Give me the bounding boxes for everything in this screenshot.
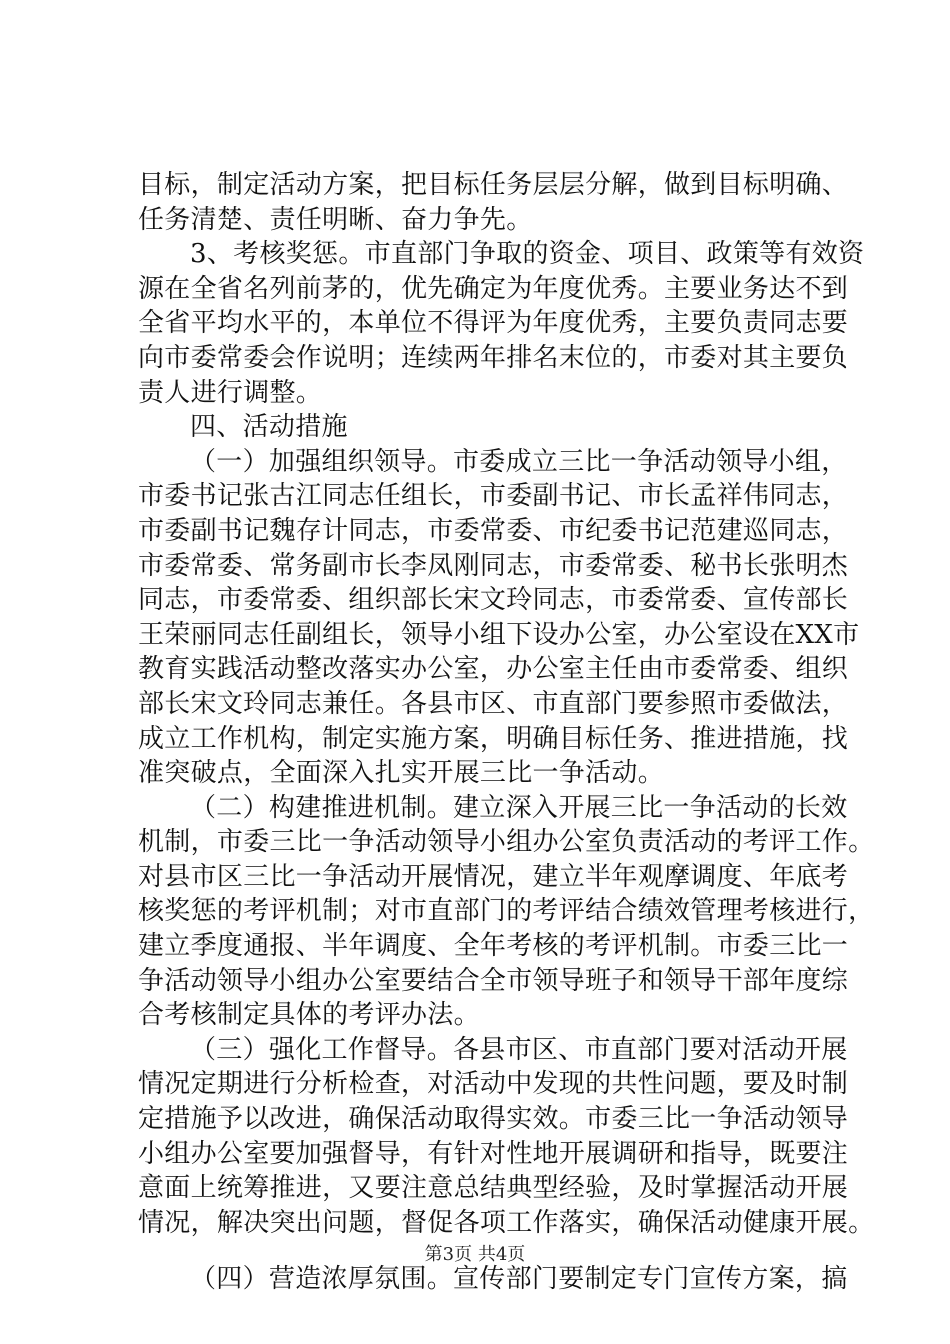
text-line: 部长宋文玲同志兼任。各县市区、市直部门要参照市委做法， bbox=[138, 688, 849, 719]
page-number: 第3页 共4页 bbox=[424, 1244, 526, 1265]
text-line: 准突破点，全面深入扎实开展三比一争活动。 bbox=[138, 758, 665, 789]
text-line: 市委常委、常务副市长李凤刚同志，市委常委、秘书长张明杰 bbox=[138, 550, 849, 581]
section-heading: 四、活动措施 bbox=[190, 412, 348, 443]
paragraph-start: （三）强化工作督导。各县市区、市直部门要对活动开展 bbox=[190, 1034, 848, 1065]
text-line: 合考核制定具体的考评办法。 bbox=[138, 1000, 480, 1031]
text-line: 成立工作机构，制定实施方案，明确目标任务、推进措施，找 bbox=[138, 723, 849, 754]
text-line: 同志，市委常委、组织部长宋文玲同志，市委常委、宣传部长 bbox=[138, 585, 849, 616]
text-line: 目标，制定活动方案，把目标任务层层分解，做到目标明确、 bbox=[138, 170, 849, 200]
text-line: 王荣丽同志任副组长，领导小组下设办公室，办公室设在XX市 bbox=[138, 619, 860, 650]
text-line: 小组办公室要加强督导，有针对性地开展调研和指导，既要注 bbox=[138, 1138, 849, 1169]
paragraph-start: （四）营造浓厚氛围。宣传部门要制定专门宣传方案，搞 bbox=[190, 1264, 848, 1295]
text-line: 市委副书记魏存计同志，市委常委、市纪委书记范建巡同志， bbox=[138, 515, 849, 546]
text-line: 全省平均水平的，本单位不得评为年度优秀，主要负责同志要 bbox=[138, 308, 849, 339]
text-line: 情况，解决突出问题，督促各项工作落实，确保活动健康开展。 bbox=[138, 1207, 875, 1238]
text-line: 建立季度通报、半年调度、全年考核的考评机制。市委三比一 bbox=[138, 931, 849, 962]
text-line: 源在全省名列前茅的，优先确定为年度优秀。主要业务达不到 bbox=[138, 273, 849, 304]
text-line: 教育实践活动整改落实办公室，办公室主任由市委常委、组织 bbox=[138, 654, 849, 685]
text-line: 机制，市委三比一争活动领导小组办公室负责活动的考评工作。 bbox=[138, 827, 875, 858]
text-line: 核奖惩的考评机制；对市直部门的考评结合绩效管理考核进行， bbox=[138, 896, 875, 927]
document-body bbox=[138, 168, 875, 1297]
text-line: 任务清楚、责任明晰、奋力争先。 bbox=[138, 204, 533, 235]
paragraph-start: （一）加强组织领导。市委成立三比一争活动领导小组， bbox=[190, 446, 848, 477]
text-line: 争活动领导小组办公室要结合全市领导班子和领导干部年度综 bbox=[138, 965, 849, 996]
paragraph-start: 3、考核奖惩。市直部门争取的资金、项目、政策等有效资 bbox=[190, 239, 865, 270]
text-line: 定措施予以改进，确保活动取得实效。市委三比一争活动领导 bbox=[138, 1104, 849, 1135]
text-line: 对县市区三比一争活动开展情况，建立半年观摩调度、年底考 bbox=[138, 861, 849, 892]
text-line: 市委书记张古江同志任组长，市委副书记、市长孟祥伟同志， bbox=[138, 481, 849, 512]
text-line: 意面上统筹推进，又要注意总结典型经验，及时掌握活动开展 bbox=[138, 1173, 849, 1204]
text-line: 责人进行调整。 bbox=[138, 377, 323, 408]
text-line: 向市委常委会作说明；连续两年排名末位的，市委对其主要负 bbox=[138, 342, 849, 373]
paragraph-start: （二）构建推进机制。建立深入开展三比一争活动的长效 bbox=[190, 792, 848, 823]
text-line: 情况定期进行分析检查，对活动中发现的共性问题，要及时制 bbox=[138, 1069, 849, 1100]
